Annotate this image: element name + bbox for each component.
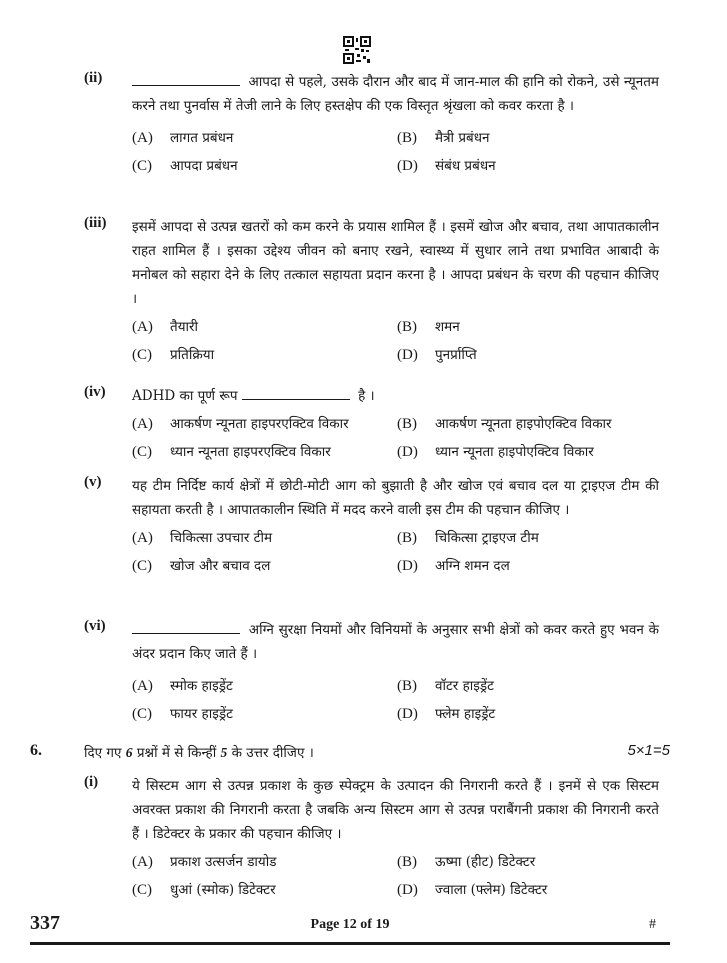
options bbox=[132, 126, 659, 178]
option-a: (A) तैयारी bbox=[132, 319, 199, 335]
question-6-i bbox=[84, 774, 659, 902]
question-number: (iv) bbox=[84, 384, 106, 400]
subject-code: 337 bbox=[30, 912, 60, 934]
question-iv bbox=[84, 384, 659, 464]
options bbox=[132, 412, 659, 464]
footer-rule bbox=[30, 942, 670, 945]
option-a: (A) आकर्षण न्यूनता हाइपरएक्टिव विकार bbox=[132, 416, 349, 432]
question-number: (ii) bbox=[84, 70, 103, 86]
question-text: आपदा से पहले, उसके दौरान और बाद में जान-माल की हानि को रोकने, उसे न्यूनतम करने तथा पुनर्वास में तेजी लाने के लिए हस्तक्षेप की एक विस्तृत श्रृंखला को कवर करता है । bbox=[132, 70, 659, 118]
option-d: (D) ज्वाला (फ्लेम) डिटेक्टर bbox=[397, 882, 548, 898]
question-instruction: दिए गए 6 प्रश्नों में से किन्हीं 5 के उत्तर दीजिए । bbox=[84, 745, 314, 761]
question-text: इसमें आपदा से उत्पन्न खतरों को कम करने के प्रयास शामिल हैं । इसमें खोज और बचाव, तथा आपातकालीन राहत शामिल हैं । इसका उद्देश्य जीवन को बनाए रखने, स्वास्थ्य में सुधार लाने तथा प्रभावित आबादी के मनोबल को सहारा देने के लिए तत्काल सहायता प्रदान करना है । आपदा प्रबंधन के चरण की पहचान कीजिए । bbox=[132, 219, 659, 307]
marks-label: 5×1=5 bbox=[627, 742, 670, 759]
option-a: (A) स्मोक हाइड्रेंट bbox=[132, 678, 233, 694]
option-a: (A) चिकित्सा उपचार टीम bbox=[132, 530, 273, 546]
option-d: (D) पुनर्प्राप्ति bbox=[397, 347, 477, 363]
question-iii bbox=[84, 215, 659, 367]
question-text: ये सिस्टम आग से उत्पन्न प्रकाश के कुछ स्पेक्ट्रम के उत्पादन की निगरानी करते हैं । इनमें से एक सिस्टम अवरक्त प्रकाश की निगरानी करता है जबकि अन्य सिस्टम आग से उत्पन्न पराबैंगनी प्रकाश की निगरानी करते हैं । डिटेक्टर के प्रकार की पहचान कीजिए । bbox=[132, 778, 659, 842]
option-d: (D) संबंध प्रबंधन bbox=[397, 158, 496, 174]
question-text: यह टीम निर्दिष्ट कार्य क्षेत्रों में छोटी-मोटी आग को बुझाती है और खोज एवं बचाव दल या ट्राइएज टीम की सहायता करती है । आपातकालीन स्थिति में मदद करने वाली इस टीम की पहचान कीजिए । bbox=[132, 478, 659, 518]
option-c: (C) आपदा प्रबंधन bbox=[132, 158, 238, 174]
answer-blank bbox=[132, 619, 240, 634]
option-b: (B) मैत्री प्रबंधन bbox=[397, 130, 490, 146]
option-c: (C) खोज और बचाव दल bbox=[132, 558, 271, 574]
answer-blank bbox=[242, 385, 350, 400]
question-text: अग्नि सुरक्षा नियमों और विनियमों के अनुसार सभी क्षेत्रों को कवर करते हुए भवन के अंदर प्रदान किए जाते हैं । bbox=[132, 618, 659, 666]
options bbox=[132, 315, 659, 367]
page-footer bbox=[30, 912, 670, 942]
option-b: (B) आकर्षण न्यूनता हाइपोएक्टिव विकार bbox=[397, 416, 612, 432]
question-number: (i) bbox=[84, 774, 99, 790]
question-text: ADHD का पूर्ण रूप है । bbox=[132, 384, 659, 408]
option-a: (A) प्रकाश उत्सर्जन डायोड bbox=[132, 854, 277, 870]
question-vi bbox=[84, 618, 659, 726]
answer-blank bbox=[132, 71, 240, 86]
options bbox=[132, 674, 659, 726]
option-a: (A) लागत प्रबंधन bbox=[132, 130, 234, 146]
option-b: (B) वॉटर हाइड्रेंट bbox=[397, 678, 494, 694]
question-number: (vi) bbox=[84, 618, 106, 634]
option-c: (C) प्रतिक्रिया bbox=[132, 347, 215, 363]
option-d: (D) अग्नि शमन दल bbox=[397, 558, 510, 574]
option-d: (D) फ्लेम हाइड्रेंट bbox=[397, 706, 496, 722]
question-number: (v) bbox=[84, 474, 102, 490]
options bbox=[132, 850, 659, 902]
question-number: 6. bbox=[30, 742, 42, 759]
page-number: Page 12 of 19 bbox=[310, 917, 390, 932]
options bbox=[132, 526, 659, 578]
qr-code-icon bbox=[343, 36, 371, 64]
option-d: (D) ध्यान न्यूनता हाइपोएक्टिव विकार bbox=[397, 444, 594, 460]
option-b: (B) शमन bbox=[397, 319, 460, 335]
question-v bbox=[84, 474, 659, 578]
question-number: (iii) bbox=[84, 215, 107, 231]
option-b: (B) चिकित्सा ट्राइएज टीम bbox=[397, 530, 539, 546]
question-ii bbox=[84, 70, 659, 178]
footer-hash: # bbox=[649, 917, 656, 932]
option-c: (C) धुआं (स्मोक) डिटेक्टर bbox=[132, 882, 276, 898]
option-c: (C) ध्यान न्यूनता हाइपरएक्टिव विकार bbox=[132, 444, 331, 460]
option-c: (C) फायर हाइड्रेंट bbox=[132, 706, 233, 722]
option-b: (B) ऊष्मा (हीट) डिटेक्टर bbox=[397, 854, 536, 870]
